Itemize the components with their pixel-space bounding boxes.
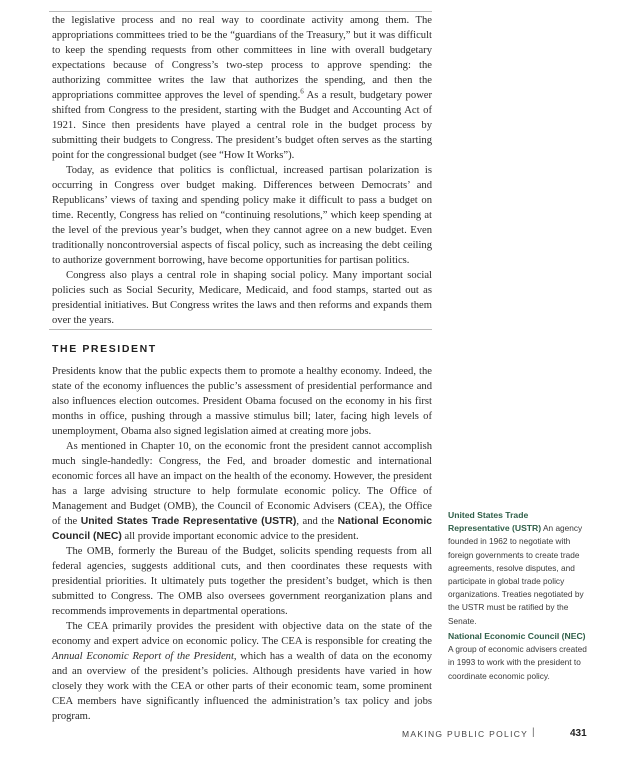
- paragraph: The CEA primarily provides the president with objective data on the state of the economy and expert advice on economic policy. The CEA is responsible for creating the Annual Economic Report of the President, which has a wealth of data on the economy and an overview of the president’s policies. Although presidents have varied in how closely they work with the CEA or other parts of their economic team, some prominent CEA members have significantly influenced the administration’s tax policy and jobs program.: [52, 621, 432, 722]
- budget-process-text: [52, 13, 432, 328]
- paragraph: As mentioned in Chapter 10, on the economic front the president cannot accomplish much single-handedly: Congress, the Fed, and broader domestic and international economic forces all have an impact on the health of the economy. However, the president has a large advising structure to help formulate economic policy. The Office of Management and Budget (OMB), the Council of Economic Advisers (CEA), the Office of the United States Trade Representative (USTR), and the National Economic Council (NEC) all provide important economic advice to the president.: [52, 441, 432, 542]
- paragraph: Presidents know that the public expects them to promote a healthy economy. Indeed, the state of the economy influences the public’s assessment of presidential performance and also influences election outcomes. President Obama focused on the economy in his first months in office, pushing through a massive stimulus bill; later, facing high levels of unemployment, Obama also signed legislation aimed at creating more jobs.: [52, 366, 432, 437]
- glossary-term: National Economic Council (NEC): [448, 631, 586, 641]
- footer-separator: |: [532, 727, 535, 738]
- report-title: Annual Economic Report of the President: [52, 651, 234, 662]
- paragraph: The OMB, formerly the Bureau of the Budget, solicits spending requests from all federal agencies, suggests additional cuts, and then coordinates these requests with presidential priorities. It ultimately puts together the president’s budget, which is then submitted to Congress. The OMB also oversees government reorganization plans and recommends improvements in departmental operations.: [52, 546, 432, 617]
- glossary-definition: An agency founded in 1962 to negotiate with foreign governments to create trade agreements, resolve disputes, and participate in global trade policy organizations. Treaties negotiated by the USTR must be ratified by the Senate.: [448, 523, 584, 626]
- glossary-note-ustr: [448, 509, 588, 628]
- key-term-ustr: United States Trade Representative (USTR): [80, 516, 297, 527]
- glossary-definition: A group of economic advisers created in 1993 to work with the president to coordinate economic policy.: [448, 644, 587, 681]
- paragraph: the legislative process and no real way to coordinate activity among them. The appropriations committees tried to be the “guardians of the Treasury,” but it was difficult to keep the spending requests from other committees in line with overall budgetary expectations because of Congress’s two-step process to approve spending: the authorizing committee writes the law that authorizes the spending, and then the appropriations committee approves the level of spending.$^6$ As a result, budgetary power shifted from Congress to the president, starting with the Budget and Accounting Act of 1921. Since then presidents have played a central role in the budget process by submitting their budgets to Congress. The president’s budget often serves as the starting point for the congressional budget (see “How It Works”).: [52, 15, 432, 161]
- glossary-note-nec: [448, 630, 588, 683]
- paragraph: Congress also plays a central role in shaping social policy. Many important social policies such as Social Security, Medicare, Medicaid, and food stamps, started out as presidential initiatives. But Congress writes the laws and then reforms and expands them over the years.: [52, 270, 432, 326]
- key-term-nec: National Economic Council (NEC): [52, 516, 432, 542]
- endnote-marker[interactable]: 6: [300, 87, 304, 96]
- glossary-term: United States Trade Representative (USTR): [448, 510, 542, 534]
- top-divider: [49, 11, 432, 12]
- section-divider: [49, 329, 432, 330]
- president-section-text: [52, 364, 432, 724]
- section-heading: THE PRESIDENT: [52, 343, 157, 355]
- running-head: MAKING PUBLIC POLICY: [402, 729, 529, 739]
- paragraph: Today, as evidence that politics is conflictual, increased partisan polarization is occurring in Congress over budget making. Differences between Democrats’ and Republicans’ views of taxing and spending policy make it difficult to pass a budget on time. Recently, Congress has relied on “continuing resolutions,” which keep spending at the level of the previous year’s budget, when they cannot agree on a new budget. Even traditionally noncontroversial aspects of fiscal policy, such as increasing the debt ceiling to authorize government borrowing, have become opportunities for partisan politics.: [52, 165, 432, 266]
- page-number: 431: [570, 728, 587, 739]
